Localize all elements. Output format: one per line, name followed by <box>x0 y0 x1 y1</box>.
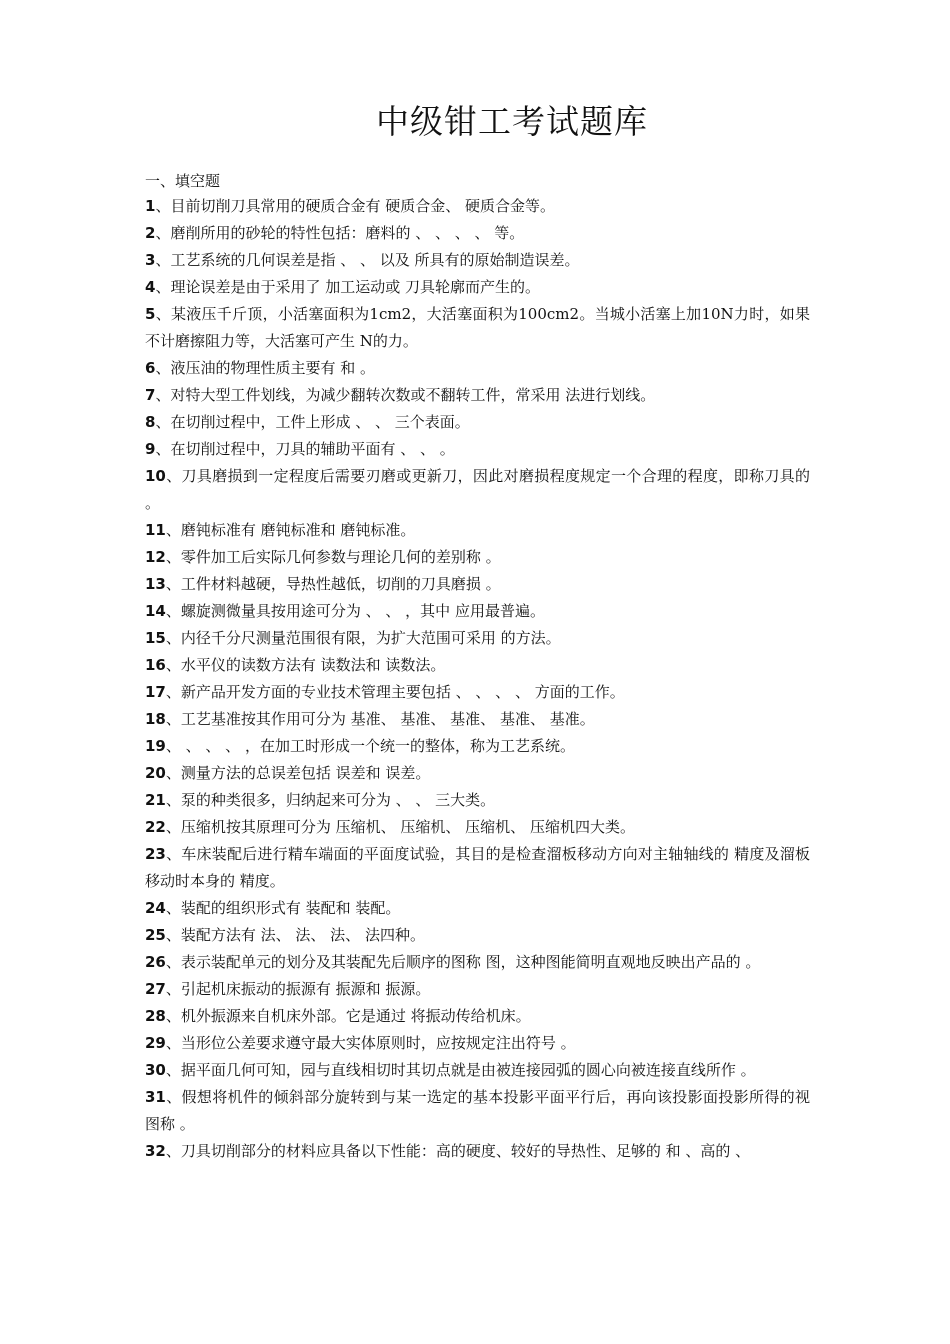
question-text: 、理论误差是由于采用了 加工运动或 刀具轮廓而产生的。 <box>155 278 540 296</box>
question-number: 18 <box>145 710 166 728</box>
question-text: 、磨钝标准有 磨钝标准和 磨钝标准。 <box>165 521 416 539</box>
question-text: 、某液压千斤顶，小活塞面积为1cm2，大活塞面积为100cm2。当城小活塞上加10N力时，如果不计磨擦阻力等，大活塞可产生 N的力。 <box>145 305 810 350</box>
question-item <box>145 220 810 247</box>
question-number: 13 <box>145 575 166 593</box>
question-number: 22 <box>145 818 166 836</box>
question-item <box>145 1084 810 1138</box>
question-number: 11 <box>145 521 166 539</box>
question-text: 、假想将机件的倾斜部分旋转到与某一选定的基本投影平面平行后，再向该投影面投影所得的视图称 。 <box>145 1088 810 1133</box>
question-number: 7 <box>145 386 156 404</box>
question-text: 、 、 、 、 ，在加工时形成一个统一的整体，称为工艺系统。 <box>165 737 575 755</box>
question-text: 、在切削过程中，刀具的辅助平面有 、 、 。 <box>155 440 455 458</box>
question-item <box>145 544 810 571</box>
question-number: 26 <box>145 953 166 971</box>
question-number: 8 <box>145 413 156 431</box>
question-text: 、泵的种类很多，归纳起来可分为 、 、 三大类。 <box>165 791 496 809</box>
question-list <box>145 193 810 1165</box>
question-number: 19 <box>145 737 166 755</box>
question-item <box>145 895 810 922</box>
question-number: 14 <box>145 602 166 620</box>
question-number: 10 <box>145 467 166 485</box>
question-text: 、据平面几何可知，园与直线相切时其切点就是由被连接园弧的圆心向被连接直线所作 。 <box>165 1061 756 1079</box>
question-text: 、表示装配单元的划分及其装配先后顺序的图称 图，这种图能简明直观地反映出产品的 。 <box>165 953 761 971</box>
question-item <box>145 274 810 301</box>
question-number: 9 <box>145 440 156 458</box>
question-item <box>145 1003 810 1030</box>
question-number: 3 <box>145 251 156 269</box>
question-item <box>145 976 810 1003</box>
question-number: 32 <box>145 1142 166 1160</box>
question-text: 、刀具磨损到一定程度后需要刃磨或更新刀，因此对磨损程度规定一个合理的程度，即称刀具的 。 <box>145 467 810 512</box>
question-text: 、新产品开发方面的专业技术管理主要包括 、 、 、 、 方面的工作。 <box>165 683 625 701</box>
question-item <box>145 679 810 706</box>
question-text: 、工件材料越硬，导热性越低，切削的刀具磨损 。 <box>165 575 501 593</box>
question-text: 、装配方法有 法、 法、 法、 法四种。 <box>165 926 425 944</box>
question-number: 23 <box>145 845 166 863</box>
question-item <box>145 1057 810 1084</box>
question-item <box>145 733 810 760</box>
question-text: 、内径千分尺测量范围很有限，为扩大范围可采用 的方法。 <box>165 629 561 647</box>
question-text: 、当形位公差要求遵守最大实体原则时，应按规定注出符号 。 <box>165 1034 576 1052</box>
question-item <box>145 841 810 895</box>
question-item <box>145 787 810 814</box>
question-number: 27 <box>145 980 166 998</box>
question-item <box>145 517 810 544</box>
question-item <box>145 409 810 436</box>
question-item <box>145 922 810 949</box>
question-text: 、刀具切削部分的材料应具备以下性能：高的硬度、较好的导热性、足够的 和 、高的 、 <box>165 1142 751 1160</box>
question-item <box>145 571 810 598</box>
question-number: 5 <box>145 305 156 323</box>
question-text: 、螺旋测微量具按用途可分为 、 、 ，其中 应用最普遍。 <box>165 602 545 620</box>
question-number: 2 <box>145 224 156 242</box>
question-number: 28 <box>145 1007 166 1025</box>
question-item <box>145 436 810 463</box>
question-item <box>145 706 810 733</box>
question-item <box>145 1138 810 1165</box>
question-item <box>145 652 810 679</box>
question-text: 、液压油的物理性质主要有 和 。 <box>155 359 375 377</box>
document-title: 中级钳工考试题库 <box>376 102 648 141</box>
question-item <box>145 463 810 517</box>
question-number: 24 <box>145 899 166 917</box>
question-text: 、压缩机按其原理可分为 压缩机、 压缩机、 压缩机、 压缩机四大类。 <box>165 818 635 836</box>
question-text: 、车床装配后进行精车端面的平面度试验，其目的是检查溜板移动方向对主轴轴线的 精度及溜板移动时本身的 精度。 <box>145 845 810 890</box>
question-number: 17 <box>145 683 166 701</box>
question-item <box>145 760 810 787</box>
question-item <box>145 625 810 652</box>
question-number: 4 <box>145 278 156 296</box>
question-item <box>145 949 810 976</box>
question-text: 、水平仪的读数方法有 读数法和 读数法。 <box>165 656 446 674</box>
section-heading: 一、填空题 <box>145 172 221 190</box>
question-text: 、工艺系统的几何误差是指 、 、 以及 所具有的原始制造误差。 <box>155 251 580 269</box>
question-number: 12 <box>145 548 166 566</box>
question-number: 15 <box>145 629 166 647</box>
question-text: 、目前切削刀具常用的硬质合金有 硬质合金、 硬质合金等。 <box>155 197 555 215</box>
question-item <box>145 355 810 382</box>
question-text: 、测量方法的总误差包括 误差和 误差。 <box>165 764 431 782</box>
question-item <box>145 247 810 274</box>
question-text: 、引起机床振动的振源有 振源和 振源。 <box>165 980 431 998</box>
question-text: 、工艺基准按其作用可分为 基准、 基准、 基准、 基准、 基准。 <box>165 710 595 728</box>
question-number: 25 <box>145 926 166 944</box>
question-item <box>145 193 810 220</box>
question-item <box>145 1030 810 1057</box>
question-number: 31 <box>145 1088 166 1106</box>
question-item <box>145 301 810 355</box>
question-item <box>145 814 810 841</box>
question-text: 、零件加工后实际几何参数与理论几何的差别称 。 <box>165 548 501 566</box>
question-text: 、在切削过程中，工件上形成 、 、 三个表面。 <box>155 413 470 431</box>
question-text: 、对特大型工件划线，为减少翻转次数或不翻转工件，常采用 法进行划线。 <box>155 386 656 404</box>
question-number: 30 <box>145 1061 166 1079</box>
question-item <box>145 598 810 625</box>
question-number: 29 <box>145 1034 166 1052</box>
question-number: 21 <box>145 791 166 809</box>
question-item <box>145 382 810 409</box>
question-text: 、机外振源来自机床外部。它是通过 将振动传给机床。 <box>165 1007 531 1025</box>
question-number: 1 <box>145 197 156 215</box>
question-text: 、磨削所用的砂轮的特性包括：磨料的 、 、 、 、 等。 <box>155 224 525 242</box>
question-number: 16 <box>145 656 166 674</box>
question-number: 6 <box>145 359 156 377</box>
question-number: 20 <box>145 764 166 782</box>
question-text: 、装配的组织形式有 装配和 装配。 <box>165 899 401 917</box>
